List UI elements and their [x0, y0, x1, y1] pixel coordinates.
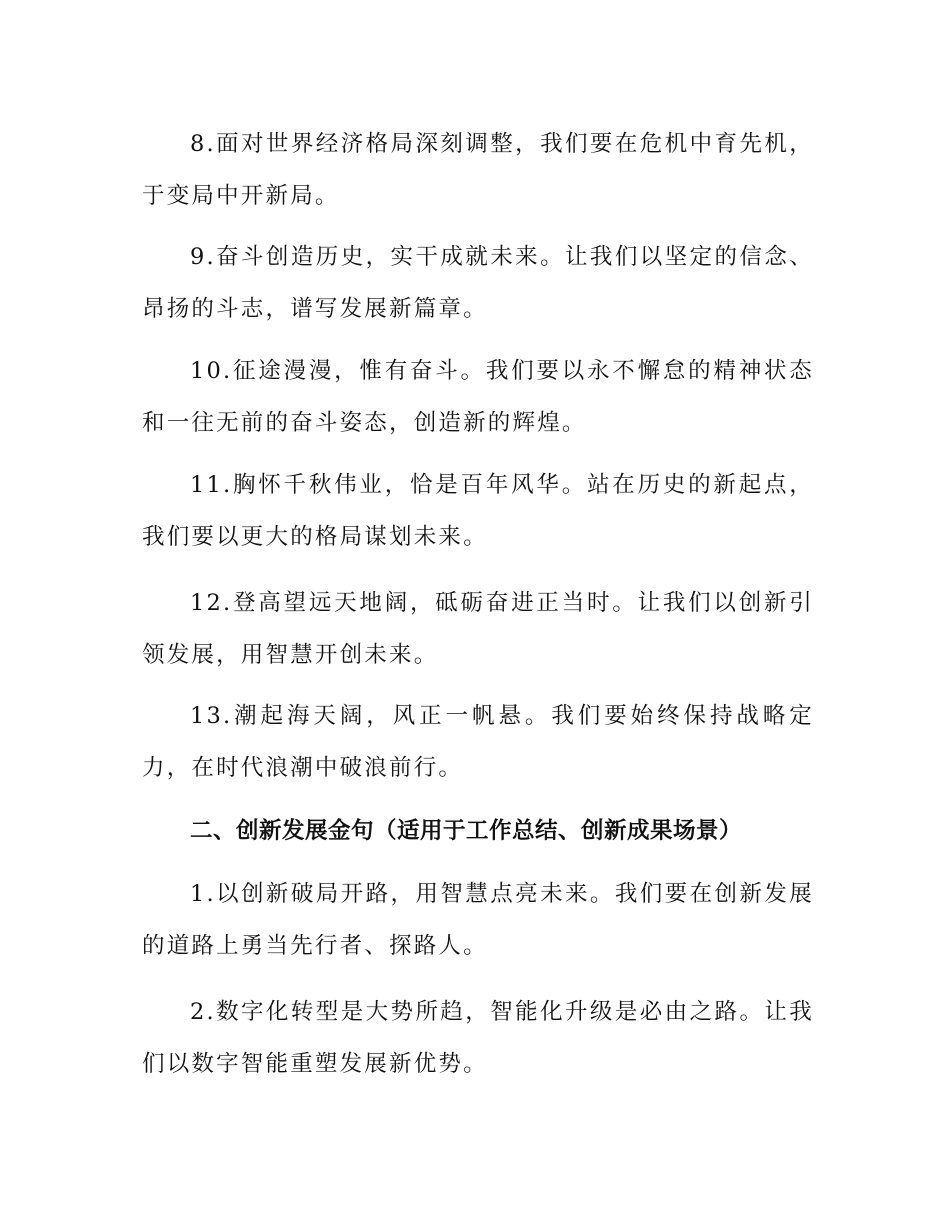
section-heading: 二、创新发展金句（适用于工作总结、创新成果场景） [190, 818, 743, 844]
quote-paragraph-10: 10.征途漫漫，惟有奋斗。我们要以永不懈怠的精神状态和一往无前的奋斗姿态，创造新的辉煌。 [142, 358, 814, 436]
quote-paragraph-12: 12.登高望远天地阔，砥砺奋进正当时。让我们以创新引领发展，用智慧开创未来。 [142, 590, 814, 668]
quote-paragraph-9: 9.奋斗创造历史，实干成就未来。让我们以坚定的信念、昂扬的斗志，谱写发展新篇章。 [142, 244, 814, 322]
quote-paragraph-8: 8.面对世界经济格局深刻调整，我们要在危机中育先机，于变局中开新局。 [142, 131, 814, 209]
section-quote-paragraph-2: 2.数字化转型是大势所趋，智能化升级是必由之路。让我们以数字智能重塑发展新优势。 [142, 999, 814, 1077]
quote-paragraph-13: 13.潮起海天阔，风正一帆悬。我们要始终保持战略定力，在时代浪潮中破浪前行。 [142, 703, 814, 781]
section-quote-paragraph-1: 1.以创新破局开路，用智慧点亮未来。我们要在创新发展的道路上勇当先行者、探路人。 [142, 881, 814, 959]
quote-paragraph-11: 11.胸怀千秋伟业，恰是百年风华。站在历史的新起点，我们要以更大的格局谋划未来。 [142, 472, 814, 550]
